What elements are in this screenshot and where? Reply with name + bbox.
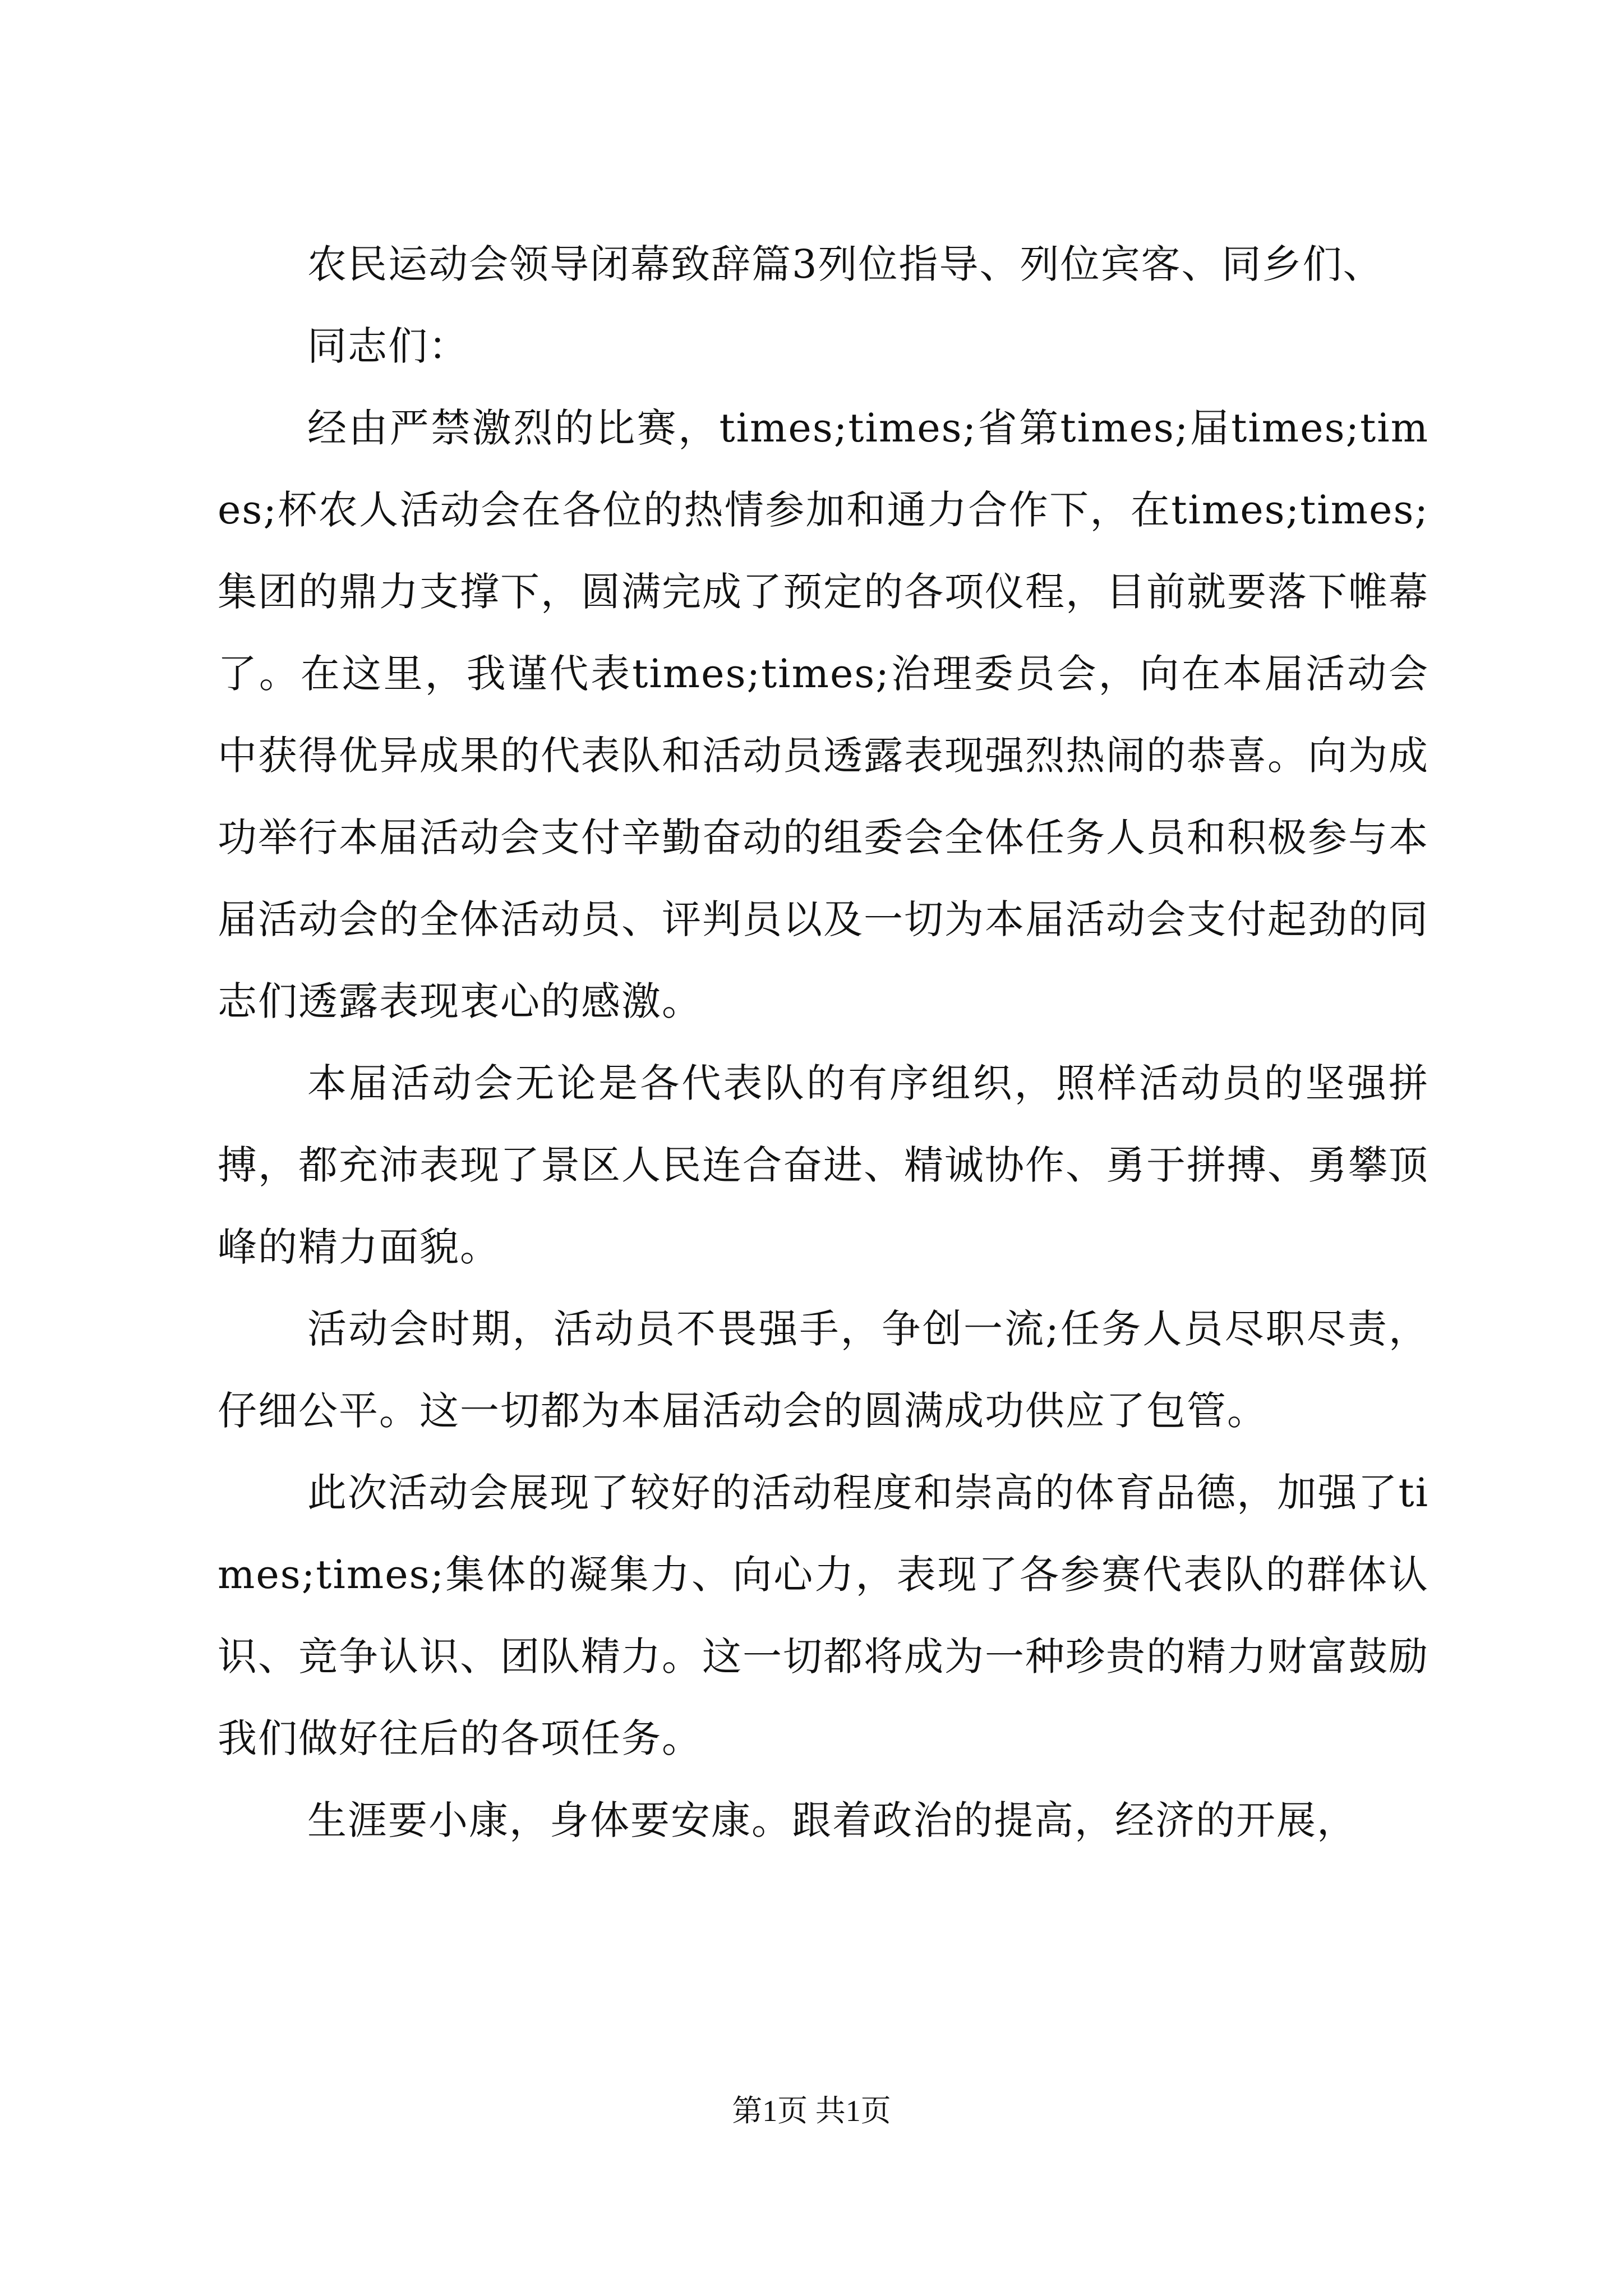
paragraph-body: 本届活动会无论是各代表队的有序组织，照样活动员的坚强拼搏，都充沛表现了景区人民连合奋进、精诚协作、勇于拼搏、勇攀顶峰的精力面貌。 (218, 1060, 1429, 1270)
paragraph-body: 此次活动会展现了较好的活动程度和崇高的体育品德，加强了times;times;集体的凝集力、向心力，表现了各参赛代表队的群体认识、竞争认识、团队精力。这一切都将成为一种珍贵的精力财富鼓励我们做好往后的各项任务。 (218, 1470, 1429, 1761)
paragraph-salutation: 同志们： (307, 323, 469, 369)
paragraph-body: 经由严禁激烈的比赛，times;times;省第times;届times;times;杯农人活动会在各位的热情参加和通力合作下，在times;times;集团的鼎力支撑下，圆满完成了预定的各项仪程，目前就要落下帷幕了。在这里，我谨代表times;times;治理委员会，向在本届活动会中获得优异成果的代表队和活动员透露表现强烈热闹的恭喜。向为成功举行本届活动会支付辛勤奋动的组委会全体任务人员和积极参与本届活动会的全体活动员、评判员以及一切为本届活动会支付起劲的同志们透露表现衷心的感激。 (218, 405, 1429, 1024)
document-body (218, 223, 1429, 1861)
page-footer: 第1页 共1页 (732, 2094, 891, 2128)
paragraph-body: 生涯要小康，身体要安康。跟着政治的提高，经济的开展， (307, 1797, 1357, 1843)
paragraph-body: 活动会时期，活动员不畏强手，争创一流;任务人员尽职尽责，仔细公平。这一切都为本届活动会的圆满成功供应了包管。 (218, 1306, 1429, 1434)
paragraph-title-line: 农民运动会领导闭幕致辞篇3列位指导、列位宾客、同乡们、 (307, 241, 1384, 287)
